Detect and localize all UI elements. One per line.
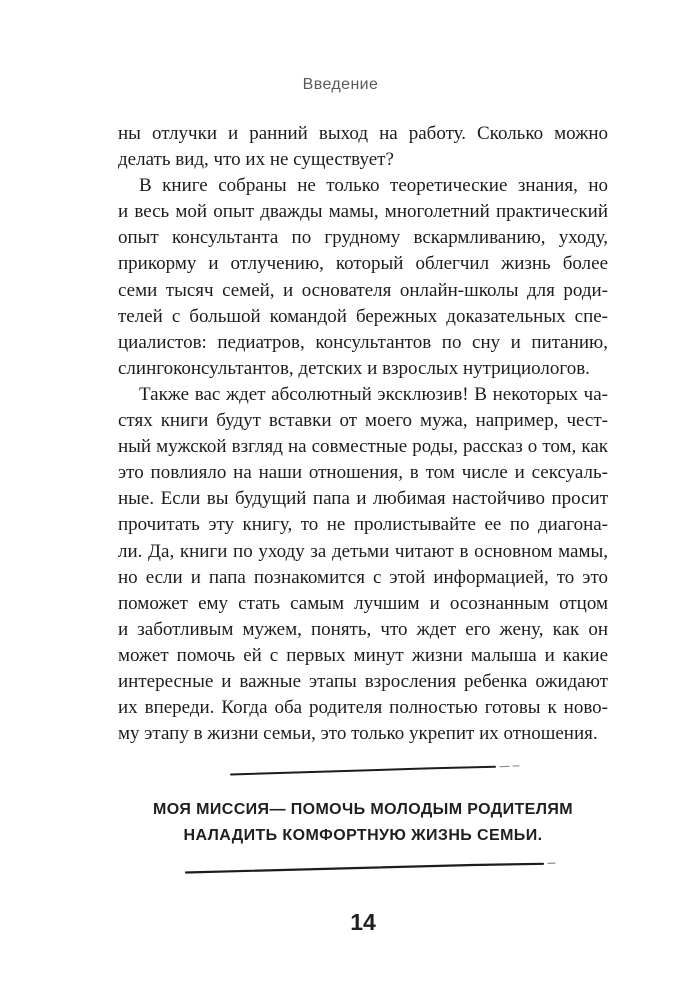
body-line: и весь мой опыт дважды мамы, многолетний практический <box>118 201 608 223</box>
body-line: но если и папа познакомится с этой информацией, то это <box>118 566 608 588</box>
running-head: Введение <box>302 76 379 93</box>
body-line: опыт консультанта по грудному вскармливанию, уходу, <box>118 227 608 249</box>
body-line: прочитать эту книгу, то не пролистывайте ее по диагона- <box>118 514 608 536</box>
quote-line: НАЛАДИТЬ КОМФОРТНУЮ ЖИЗНЬ СЕМЬИ. <box>183 827 543 844</box>
body-line: и заботливым мужем, понять, что ждет его жену, как он <box>118 618 608 640</box>
quote-line: МОЯ МИССИЯ— ПОМОЧЬ МОЛОДЫМ РОДИТЕЛЯМ <box>153 801 573 818</box>
hand-drawn-divider-bottom <box>183 859 561 877</box>
body-line: интересные и важные этапы взросления ребенка ожидают <box>118 670 608 692</box>
body-line: может помочь ей с первых минут жизни малыша и какие <box>118 644 608 666</box>
body-line: слингоконсультантов, детских и взрослых нутрициологов. <box>118 357 590 379</box>
body-line: прикорму и отлучению, который облегчил жизнь более <box>118 253 608 275</box>
body-line: ли. Да, книги по уходу за детьми читают в основном мамы, <box>118 540 608 562</box>
body-line: ны отлучки и ранний выход на работу. Сколько можно <box>118 123 608 144</box>
body-line: ные. Если вы будущий папа и любимая настойчиво просит <box>118 488 608 510</box>
body-line: делать вид, что их не существует? <box>118 149 394 171</box>
body-line: В книге собраны не только теоретические знания, но <box>139 175 608 197</box>
body-line: Также вас ждет абсолютный эксклюзив! В некоторых ча- <box>139 383 608 405</box>
body-line: ный мужской взгляд на совместные роды, рассказ о том, как <box>118 436 608 458</box>
body-line: это повлияло на наши отношения, в том числе и сексуаль- <box>118 462 608 484</box>
body-line: семи тысяч семей, и основателя онлайн-школы для роди- <box>118 279 608 301</box>
page-number: 14 <box>350 909 376 935</box>
body-line: му этапу в жизни семьи, это только укрепит их отношения. <box>118 723 598 745</box>
body-line: циалистов: педиатров, консультантов по сну и питанию, <box>118 331 608 353</box>
mission-quote <box>118 797 608 849</box>
body-line: поможет ему стать самым лучшим и осознанным отцом <box>118 592 608 614</box>
body-text <box>118 121 608 747</box>
body-line: телей с большой командой бережных доказательных спе- <box>118 305 608 327</box>
body-line: их впереди. Когда оба родителя полностью готовы к ново- <box>118 697 608 719</box>
hand-drawn-divider-top <box>228 763 524 779</box>
body-line: стях книги будут вставки от моего мужа, например, чест- <box>118 410 608 432</box>
